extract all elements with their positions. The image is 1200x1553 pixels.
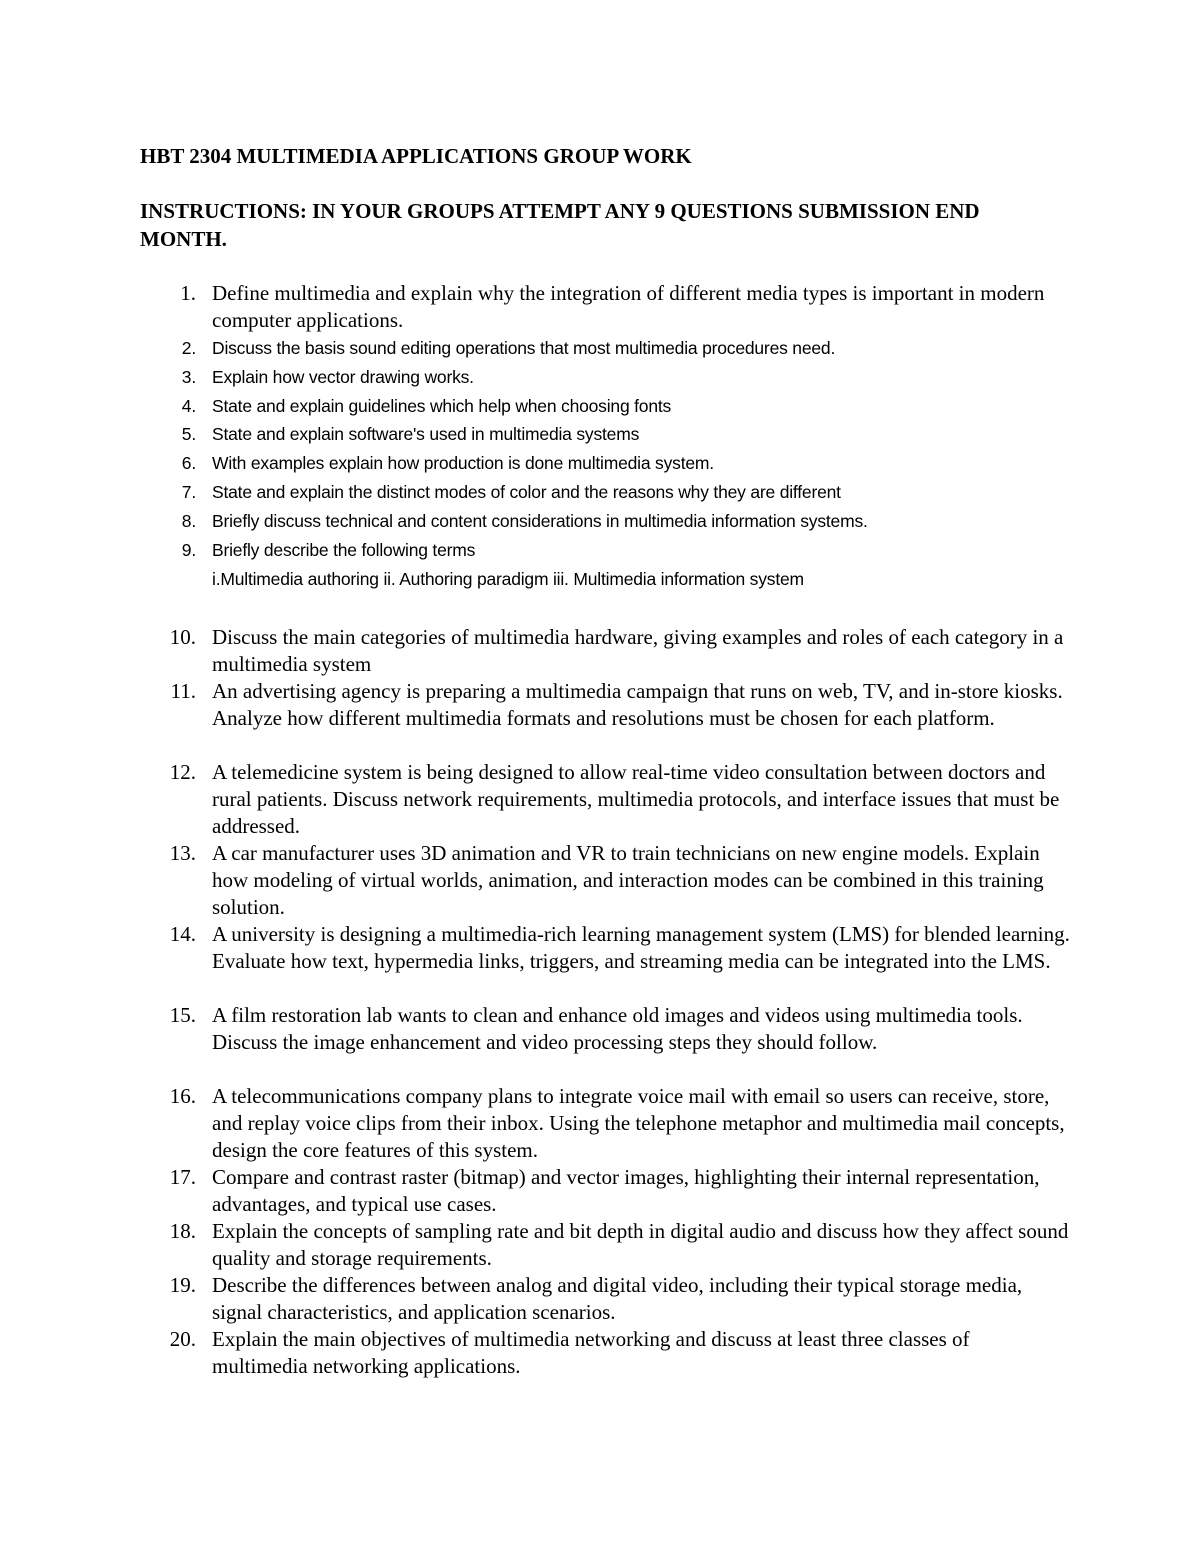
question-18: [140, 1218, 1070, 1272]
question-number: 15.: [169, 1003, 196, 1027]
question-number: 10.: [169, 625, 196, 649]
question-3: [140, 363, 1070, 392]
question-text: A telemedicine system is being designed to allow real-time video consultation between doctors and rural patients. Discuss network requirements, multimedia protocols, and interface issues that must be addressed.: [212, 760, 1060, 838]
question-20: [140, 1326, 1070, 1380]
question-15: [140, 1002, 1070, 1056]
question-10: [140, 624, 1070, 678]
question-number: 14.: [169, 922, 196, 946]
question-number: 4.: [181, 396, 196, 416]
question-text: Briefly discuss technical and content considerations in multimedia information systems.: [212, 511, 868, 531]
question-text: An advertising agency is preparing a multimedia campaign that runs on web, TV, and in-store kiosks. Analyze how different multimedia formats and resolutions must be chosen for each platform.: [212, 679, 1063, 730]
question-9: [140, 536, 1070, 594]
question-number: 3.: [181, 367, 196, 387]
question-number: 19.: [169, 1273, 196, 1297]
question-text: A telecommunications company plans to integrate voice mail with email so users can receive, store, and replay voice clips from their inbox. Using the telephone metaphor and multimedia mail concepts, design the core features of this system.: [212, 1084, 1065, 1162]
question-8: [140, 507, 1070, 536]
question-2: [140, 334, 1070, 363]
document-title: HBT 2304 MULTIMEDIA APPLICATIONS GROUP WORK: [140, 144, 692, 168]
question-text: Describe the differences between analog and digital video, including their typical storage media, signal characteristics, and application scenarios.: [212, 1273, 1023, 1324]
question-14: [140, 921, 1070, 975]
question-number: 9.: [181, 540, 196, 560]
question-number: 8.: [181, 511, 196, 531]
question-text: State and explain software's used in multimedia systems: [212, 424, 640, 444]
question-4: [140, 392, 1070, 421]
question-number: 13.: [169, 841, 196, 865]
question-text: Discuss the basis sound editing operations that most multimedia procedures need.: [212, 338, 836, 358]
question-text: State and explain the distinct modes of color and the reasons why they are different: [212, 482, 841, 502]
question-1: [140, 280, 1070, 334]
question-6: [140, 449, 1070, 478]
question-text: A university is designing a multimedia-rich learning management system (LMS) for blended learning. Evaluate how text, hypermedia links, triggers, and streaming media can be integrated into the LMS.: [212, 922, 1070, 973]
question-text: Discuss the main categories of multimedia hardware, giving examples and roles of each category in a multimedia system: [212, 625, 1064, 676]
question-19: [140, 1272, 1070, 1326]
question-number: 5.: [181, 424, 196, 444]
question-text: Briefly describe the following terms: [212, 540, 476, 560]
question-13: [140, 840, 1070, 921]
question-5: [140, 420, 1070, 449]
question-number: 11.: [170, 679, 196, 703]
question-text: Explain the main objectives of multimedia networking and discuss at least three classes of multimedia networking applications.: [212, 1327, 970, 1378]
question-12: [140, 759, 1070, 840]
question-text: Explain the concepts of sampling rate and bit depth in digital audio and discuss how they affect sound quality and storage requirements.: [212, 1219, 1069, 1270]
question-11: [140, 678, 1070, 732]
question-number: 20.: [169, 1327, 196, 1351]
question-number: 7.: [181, 482, 196, 502]
question-number: 16.: [169, 1084, 196, 1108]
question-subterms: i.Multimedia authoring ii. Authoring paradigm iii. Multimedia information system: [212, 569, 804, 589]
question-text: Explain how vector drawing works.: [212, 367, 474, 387]
question-text: With examples explain how production is done multimedia system.: [212, 453, 714, 473]
question-16: [140, 1083, 1070, 1164]
question-number: 17.: [169, 1165, 196, 1189]
question-text: Compare and contrast raster (bitmap) and vector images, highlighting their internal representation, advantages, and typical use cases.: [212, 1165, 1040, 1216]
question-number: 18.: [169, 1219, 196, 1243]
question-text: Define multimedia and explain why the integration of different media types is important in modern computer applications.: [212, 281, 1045, 332]
question-number: 12.: [169, 760, 196, 784]
question-text: A film restoration lab wants to clean and enhance old images and videos using multimedia tools. Discuss the image enhancement and video processing steps they should follow.: [212, 1003, 1023, 1054]
instructions: INSTRUCTIONS: IN YOUR GROUPS ATTEMPT ANY 9 QUESTIONS SUBMISSION END MONTH.: [140, 199, 980, 251]
question-number: 2.: [181, 338, 196, 358]
question-17: [140, 1164, 1070, 1218]
question-text: State and explain guidelines which help when choosing fonts: [212, 396, 672, 416]
question-text: A car manufacturer uses 3D animation and VR to train technicians on new engine models. Explain how modeling of virtual worlds, animation, and interaction modes can be combined in this training solution.: [212, 841, 1044, 919]
question-7: [140, 478, 1070, 507]
question-number: 1.: [180, 281, 196, 305]
question-number: 6.: [181, 453, 196, 473]
